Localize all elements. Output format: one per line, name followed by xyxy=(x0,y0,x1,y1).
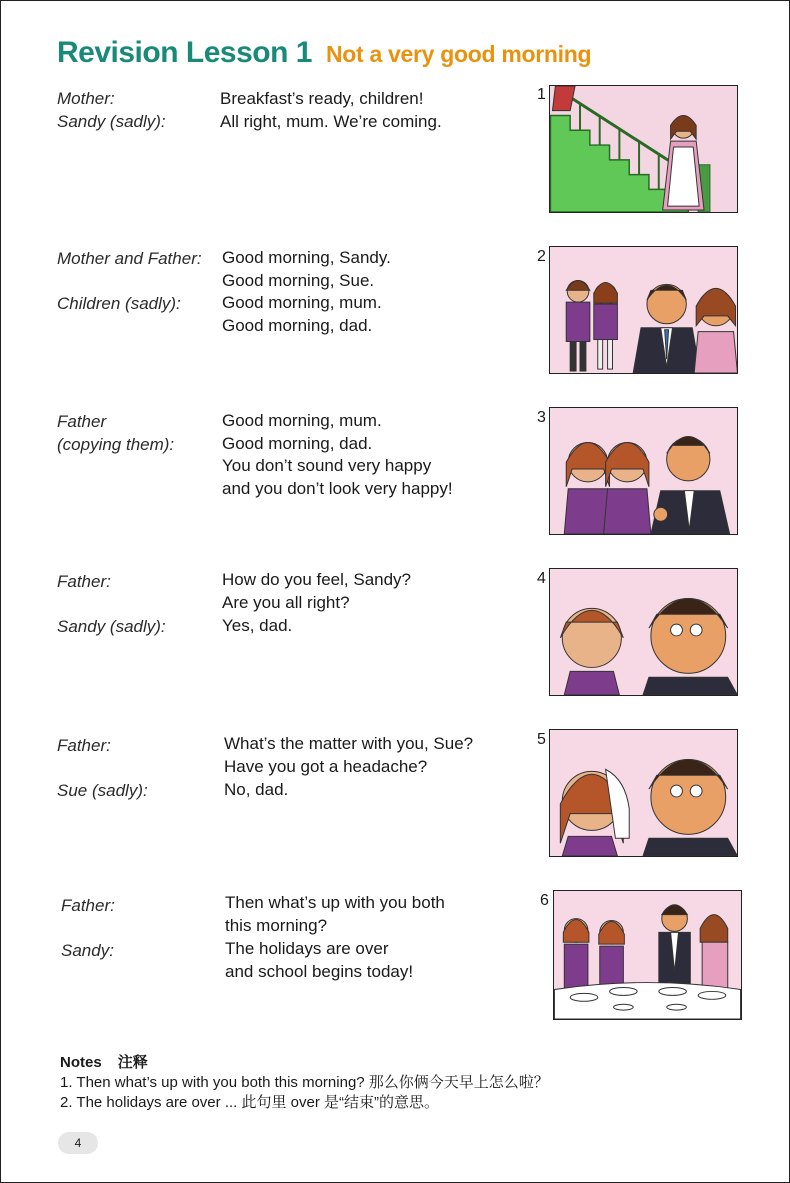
picture-1 xyxy=(549,85,738,213)
notes-title-en: Notes xyxy=(60,1054,102,1071)
picture-4 xyxy=(549,568,738,696)
picture-number: 1 xyxy=(537,86,546,103)
speaker-label: Father: xyxy=(57,572,111,591)
speaker-label: Sue (sadly): xyxy=(57,781,148,800)
dialogue-line: Breakfast’s ready, children! xyxy=(220,89,424,108)
dialogue-line: Good morning, mum. xyxy=(222,411,382,430)
notes-heading xyxy=(60,1053,549,1073)
lesson-title-sub: Not a very good morning xyxy=(325,41,592,67)
speaker-label: Mother: xyxy=(57,89,115,108)
father-asks-sue-illustration xyxy=(550,730,737,856)
speaker-label: Sandy: xyxy=(61,941,114,960)
note-item: 1. Then what’s up with you both this morning? 那么你俩今天早上怎么啦？ xyxy=(60,1074,549,1091)
dialogue-line: Good morning, Sandy. xyxy=(222,248,391,267)
page-number: 4 xyxy=(58,1132,98,1154)
dialogue-line: Good morning, dad. xyxy=(222,316,373,335)
staircase-illustration xyxy=(550,86,737,212)
dialogue-line: and school begins today! xyxy=(225,962,414,981)
picture-2 xyxy=(549,246,738,374)
speaker-label: Sandy (sadly): xyxy=(57,617,166,636)
dialogue-line: Good morning, mum. xyxy=(222,293,382,312)
lesson-title xyxy=(57,36,591,70)
dialogue-line: Good morning, Sue. xyxy=(222,271,375,290)
dialogue-line: Have you got a headache? xyxy=(224,757,428,776)
dialogue-line: No, dad. xyxy=(224,780,289,799)
dialogue-line: What’s the matter with you, Sue? xyxy=(224,734,474,753)
speaker-label: Father xyxy=(57,412,107,431)
dialogue-line: You don’t sound very happy xyxy=(222,456,432,475)
picture-number: 2 xyxy=(537,248,546,265)
picture-3 xyxy=(549,407,738,535)
dialogue-line: The holidays are over xyxy=(225,939,389,958)
picture-6 xyxy=(553,890,742,1020)
picture-5 xyxy=(549,729,738,857)
notes-title-zh: 注释 xyxy=(117,1054,148,1071)
speaker-label: Father: xyxy=(61,896,115,915)
speaker-label: (copying them): xyxy=(57,435,175,454)
dialogue-line: and you don’t look very happy! xyxy=(222,479,453,498)
speaker-label: Sandy (sadly): xyxy=(57,112,166,131)
dialogue-line: this morning? xyxy=(225,916,328,935)
dialogue-line: Then what’s up with you both xyxy=(225,893,445,912)
dialogue-line: All right, mum. We’re coming. xyxy=(220,112,442,131)
picture-number: 5 xyxy=(537,731,546,748)
father-copying-illustration xyxy=(550,408,737,534)
lesson-title-main: Revision Lesson 1 xyxy=(57,36,312,69)
speaker-label: Children (sadly): xyxy=(57,294,181,313)
father-asks-sandy-illustration xyxy=(550,569,737,695)
breakfast-table-illustration xyxy=(554,891,741,1019)
speaker-label: Father: xyxy=(57,736,111,755)
notes-section xyxy=(60,1053,549,1113)
family-illustration xyxy=(550,247,737,373)
speaker-label: Mother and Father: xyxy=(57,249,202,268)
dialogue-line: Good morning, dad. xyxy=(222,434,373,453)
dialogue-line: How do you feel, Sandy? xyxy=(222,570,412,589)
picture-number: 4 xyxy=(537,570,546,587)
picture-number: 3 xyxy=(537,409,546,426)
dialogue-line: Are you all right? xyxy=(222,593,350,612)
note-item: 2. The holidays are over ... 此句里 over 是“结束”的意思。 xyxy=(60,1094,439,1111)
dialogue-line: Yes, dad. xyxy=(222,616,293,635)
picture-number: 6 xyxy=(540,892,549,909)
